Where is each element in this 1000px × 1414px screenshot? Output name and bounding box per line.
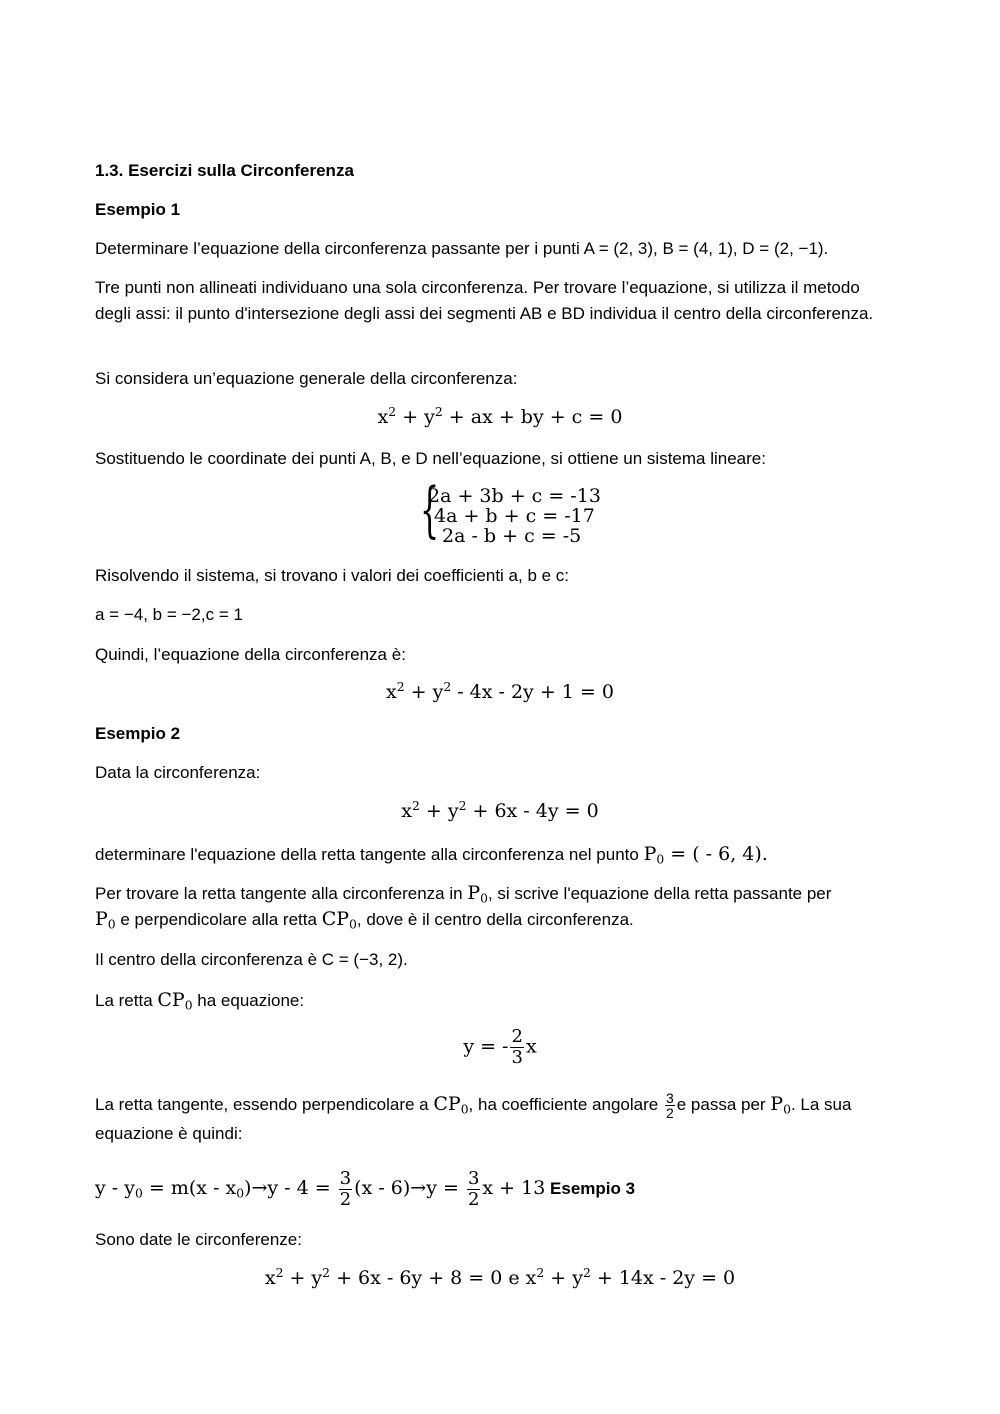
example-1-paragraph-general: Si considera un’equazione generale della circonferenza: (95, 369, 518, 388)
system-row: 2a - b + c = -5 (442, 525, 582, 547)
general-equation: $x^2 + y^2$ + ax + by + c = 0 (377, 405, 623, 428)
example-1-paragraph-system: Sostituendo le coordinate dei punti A, B, e D nell’equazione, si ottiene un sistema lineare: (95, 449, 766, 468)
example-1-heading: Esempio 1 (95, 200, 181, 219)
system-row: 4a + b + c = -17 (434, 505, 595, 527)
tangent-final-equation: $y - y_0 = m(x - x_0)\to y - 4$ = $\frac{3}{2}$ (x - 6)→y = $\frac{3}{2}$ x + 13 Esempio 3 (95, 1167, 636, 1210)
result-equation: $x^2 + y^2 - 4x - 2y + 1 = 0$ (386, 680, 614, 703)
example-2-intro: Data la circonferenza: (95, 763, 261, 782)
example-3-circle-equations: $x^2 + y^2 + 6x - 6y + 8 = 0$ e $x^2 + y^2 + 14x - 2y = 0$ (264, 1266, 736, 1289)
line-cp0-intro: La retta $CP_0$ ha equazione: (95, 989, 305, 1013)
example-1-paragraph-result: Quindi, l’equazione della circonferenza è: (95, 645, 406, 664)
example-1-paragraph-solve: Risolvendo il sistema, si trovano i valori dei coefficienti a, b e c: (95, 566, 570, 585)
line-cp0-equation: y = - $\frac{2}{3}$ x (463, 1026, 537, 1068)
example-2-circle-equation: $x^2 + y^2 + 6x - 4y = 0$ (401, 799, 599, 822)
system-row: 2a + 3b + c = -13 (428, 485, 601, 507)
tangent-paragraph-line2: equazione è quindi: (95, 1124, 243, 1143)
example-3-intro: Sono date le circonferenze: (95, 1230, 302, 1249)
circle-center: Il centro della circonferenza è C = (−3, 2). (95, 950, 408, 969)
example-1-paragraph-method: Tre punti non allineati individuano una sola circonferenza. Per trovare l’equazione, si utilizza il metodo degli assi: il punto d'intersezione degli assi dei segmenti AB e BD individua il centro della circonferenza. (95, 278, 874, 323)
tangent-paragraph-line1: La retta tangente, essendo perpendicolare a $CP_0$, ha coefficiente angolare $\frac{3}{2}$ e passa per $P_0$. La sua (95, 1090, 852, 1122)
example-1-statement: Determinare l’equazione della circonferenza passante per i punti A = (2, 3), B = (4, 1), D = (2, −1). (95, 239, 829, 258)
linear-system (420, 475, 620, 548)
example-2-paragraph-line2: $P_0$ e perpendicolare alla retta $CP_0$, dove è il centro della circonferenza. (95, 908, 634, 932)
example-2-task: determinare l'equazione della retta tangente alla circonferenza nel punto $P_0$ = ( - 6, 4). (95, 843, 768, 867)
example-2-heading: Esempio 2 (95, 724, 181, 743)
brace-icon: { (420, 475, 440, 545)
section-title: 1.3. Esercizi sulla Circonferenza (95, 161, 354, 180)
example-3-heading: Esempio 3 (550, 1179, 636, 1198)
example-2-paragraph-line1: Per trovare la retta tangente alla circonferenza in $P_0$, si scrive l'equazione della retta passante per (95, 882, 832, 906)
coefficient-values: a = −4, b = −2,c = 1 (95, 605, 243, 624)
